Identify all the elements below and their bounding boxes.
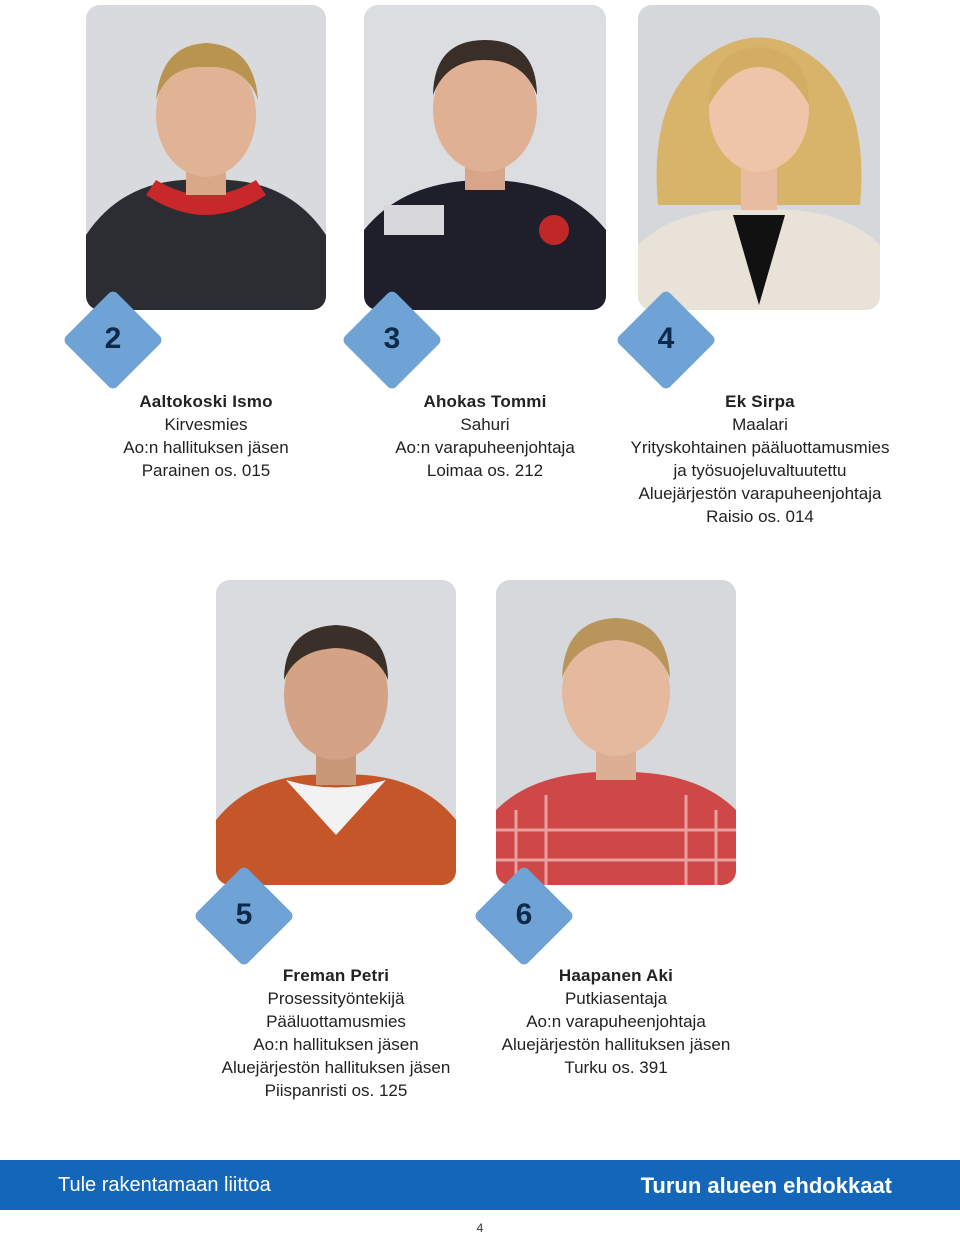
candidate-line: Ao:n varapuheenjohtaja xyxy=(395,438,575,457)
candidate-line: Kirvesmies xyxy=(164,415,248,434)
person-photo-icon xyxy=(86,5,326,310)
person-photo-icon xyxy=(638,5,880,310)
candidate-name: Freman Petri xyxy=(282,966,390,985)
candidate-photo xyxy=(216,580,456,885)
footer-slogan: Tule rakentamaan liittoa xyxy=(58,1174,271,1196)
footer-title: Turun alueen ehdokkaat xyxy=(640,1173,892,1198)
candidate-number: 2 xyxy=(104,322,122,355)
candidate-line: Loimaa os. 212 xyxy=(426,461,544,480)
candidate-info xyxy=(364,390,606,482)
candidate-info xyxy=(186,964,486,1102)
candidate-line: Aluejärjestön hallituksen jäsen xyxy=(501,1035,731,1054)
candidate-photo xyxy=(86,5,326,310)
person-photo-icon xyxy=(364,5,606,310)
candidate-line: Aluejärjestön varapuheenjohtaja xyxy=(638,484,882,503)
candidate-line: Parainen os. 015 xyxy=(141,461,271,480)
candidate-line: Piispanristi os. 125 xyxy=(264,1081,408,1100)
candidate-line: Putkiasentaja xyxy=(564,989,668,1008)
candidate-photo xyxy=(496,580,736,885)
candidate-line: Turku os. 391 xyxy=(564,1058,668,1077)
candidate-line: Prosessityöntekijä xyxy=(267,989,405,1008)
candidate-info xyxy=(86,390,326,482)
candidate-line: Sahuri xyxy=(460,415,510,434)
candidate-line: Yrityskohtainen pääluottamusmies xyxy=(630,438,890,457)
candidate-line: Ao:n hallituksen jäsen xyxy=(253,1035,419,1054)
person-photo-icon xyxy=(216,580,456,885)
candidate-info xyxy=(466,964,766,1079)
candidate-number: 3 xyxy=(383,322,401,355)
candidate-line: ja työsuojeluvaltuutettu xyxy=(673,461,847,480)
person-photo-icon xyxy=(496,580,736,885)
candidate-name: Ahokas Tommi xyxy=(423,392,547,411)
candidate-info xyxy=(600,390,920,528)
candidate-photo xyxy=(364,5,606,310)
candidate-line: Pääluottamusmies xyxy=(266,1012,406,1031)
candidate-photo xyxy=(638,5,880,310)
candidate-number: 6 xyxy=(515,898,533,931)
candidate-number: 4 xyxy=(657,322,675,355)
page-number: 4 xyxy=(476,1221,484,1235)
candidate-line: Ao:n hallituksen jäsen xyxy=(123,438,289,457)
candidate-number: 5 xyxy=(235,898,253,931)
candidate-name: Aaltokoski Ismo xyxy=(139,392,273,411)
candidate-line: Ao:n varapuheenjohtaja xyxy=(526,1012,706,1031)
candidate-line: Raisio os. 014 xyxy=(706,507,814,526)
candidate-line: Maalari xyxy=(732,415,788,434)
candidate-line: Aluejärjestön hallituksen jäsen xyxy=(221,1058,451,1077)
candidate-name: Ek Sirpa xyxy=(725,392,795,411)
candidate-name: Haapanen Aki xyxy=(558,966,674,985)
footer-bar xyxy=(0,1160,960,1210)
